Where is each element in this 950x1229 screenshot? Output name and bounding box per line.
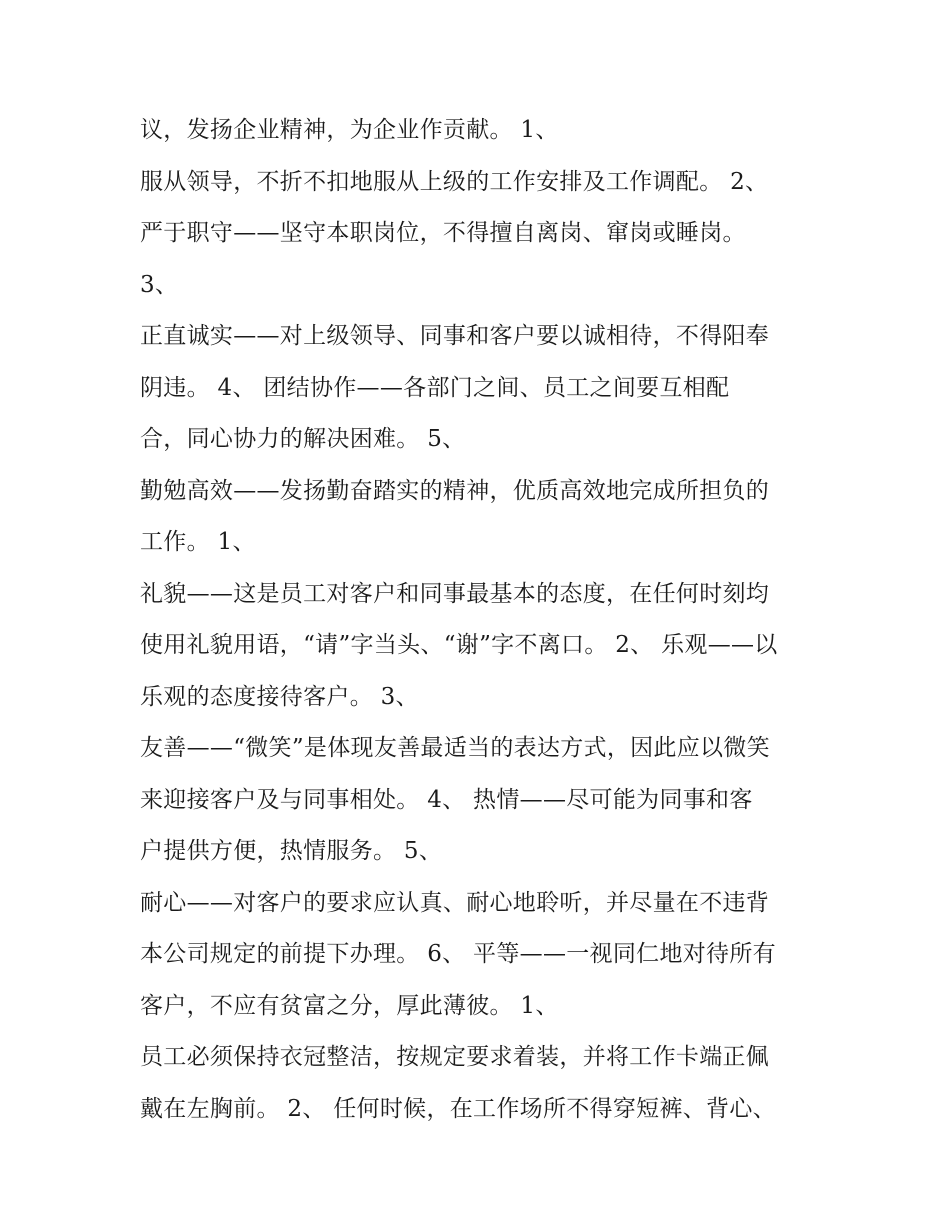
- text-line: 戴在左胸前。 2、 任何时候，在工作场所不得穿短裤、背心、: [140, 1095, 776, 1122]
- text-line: 正直诚实——对上级领导、同事和客户要以诚相待，不得阳奉: [140, 323, 770, 349]
- text-line: 服从领导，不折不扣地服从上级的工作安排及工作调配。 2、: [140, 168, 769, 195]
- text-line: 使用礼貌用语，“请”字当头、“谢”字不离口。 2、 乐观——以: [140, 632, 778, 658]
- text-line: 礼貌——这是员工对客户和同事最基本的态度，在任何时刻均: [140, 580, 770, 607]
- text-line: 来迎接客户及与同事相处。 4、 热情——尽可能为同事和客: [140, 786, 753, 813]
- text-line: 勤勉高效——发扬勤奋踏实的精神，优质高效地完成所担负的: [140, 477, 770, 504]
- document-body: [140, 108, 840, 1138]
- text-line: 工作。 1、: [140, 529, 256, 555]
- text-line: 本公司规定的前提下办理。 6、 平等——一视同仁地对待所有: [140, 941, 776, 967]
- text-line: 严于职守——坚守本职岗位，不得擅自离岗、窜岗或睡岗。: [140, 220, 746, 246]
- text-line: 3、: [140, 271, 179, 298]
- text-line: 员工必须保持衣冠整洁，按规定要求着装，并将工作卡端正佩: [140, 1044, 770, 1070]
- text-line: 合，同心协力的解决困难。 5、: [140, 426, 466, 452]
- text-line: 客户，不应有贫富之分，厚此薄彼。 1、: [140, 992, 559, 1019]
- text-line: 耐心——对客户的要求应认真、耐心地聆听，并尽量在不违背: [140, 889, 770, 916]
- text-line: 议，发扬企业精神，为企业作贡献。 1、: [140, 117, 559, 143]
- text-line: 友善——“微笑”是体现友善最适当的表达方式，因此应以微笑: [140, 735, 770, 761]
- text-line: 乐观的态度接待客户。 3、: [140, 683, 419, 710]
- text-line: 户提供方便，热情服务。 5、: [140, 838, 443, 864]
- text-line: 阴违。 4、 团结协作——各部门之间、员工之间要互相配: [140, 374, 730, 401]
